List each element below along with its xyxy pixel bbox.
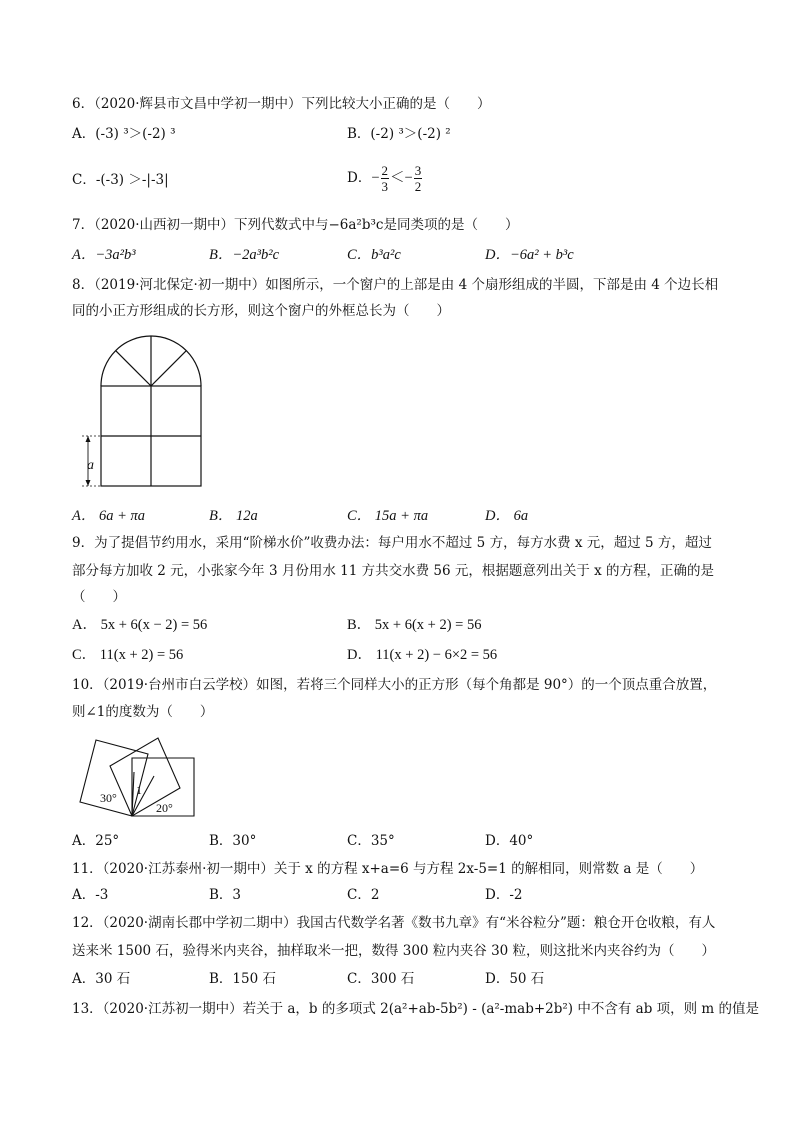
q8-option-b: B． 12a — [209, 508, 258, 524]
q10-option-c: C．35° — [347, 833, 395, 849]
angle-label-1: 1 — [136, 783, 142, 797]
q6-d-den1: 3 — [381, 179, 389, 195]
q12-stem-line2: 送来米 1500 石，验得米内夹谷，抽样取米一把，数得 300 粒内夹谷 30 粒，则这批米内夹谷约为（ ） — [72, 943, 716, 959]
q11-stem: 11．（2020·江苏泰州·初一期中）关于 x 的方程 x+a=6 与方程 2x-5=1 的解相同，则常数 a 是（ ） — [72, 861, 704, 877]
q6-d-den2: 2 — [414, 179, 422, 195]
q9-option-a: A． 5x + 6(x − 2) = 56 — [72, 617, 208, 633]
angle-label-30: 30° — [100, 791, 117, 805]
q10-stem-line2: 则∠1的度数为（ ） — [72, 704, 214, 720]
q6-option-c: C．-(-3) ＞-|-3| — [72, 172, 169, 188]
q9-option-c: C． 11(x + 2) = 56 — [72, 647, 184, 663]
arch-radius-right — [151, 351, 186, 386]
q12-option-c: C．300 石 — [347, 971, 415, 987]
q6-d-minus: − — [371, 170, 380, 186]
q12-stem-line1: 12．（2020·湖南长郡中学初二期中）我国古代数学名著《数书九章》有“米谷粒分”题：粮仓开仓收粮，有人 — [72, 915, 716, 931]
q8-stem-line2: 同的小正方形组成的长方形，则这个窗户的外框总长为（ ） — [72, 303, 450, 319]
q6-d-less: ＜− — [390, 170, 413, 186]
q6-stem: 6．（2020·辉县市文昌中学初一期中）下列比较大小正确的是（ ） — [72, 96, 491, 112]
q11-option-b: B．3 — [209, 887, 242, 903]
q11-option-c: C．2 — [347, 887, 380, 903]
angle-label-20: 20° — [156, 801, 173, 815]
q9-stem-line3: （ ） — [72, 589, 126, 605]
q7-stem: 7．（2020·山西初一期中）下列代数式中与−6a²b³c是同类项的是（ ） — [72, 217, 519, 233]
q8-window-figure — [74, 334, 209, 494]
q12-option-d: D．50 石 — [485, 971, 545, 987]
q6-d-fraction-2 — [414, 163, 423, 194]
q7-option-b: B．−2a³b²c — [209, 247, 280, 263]
q8-option-d: D． 6a — [485, 508, 529, 524]
q7-option-a: A．−3a²b³ — [72, 247, 136, 263]
q9-stem-line1: 9．为了提倡节约用水，采用“阶梯水价”收费办法：每户用水不超过 5 方，每方水费 x 元，超过 5 方，超过 — [72, 535, 712, 551]
q9-option-b: B． 5x + 6(x + 2) = 56 — [347, 617, 482, 633]
q6-d-fraction-1 — [381, 163, 390, 194]
q10-squares-figure — [74, 732, 204, 822]
q8-option-a: A． 6a + πa — [72, 508, 146, 524]
q6-option-a: A．(-3) ³＞(-2) ³ — [72, 126, 176, 142]
q6-d-num2: 3 — [414, 163, 422, 179]
q6-option-d — [347, 158, 423, 198]
arch-radius-left — [116, 351, 151, 386]
dimension-arrowhead-top — [86, 436, 91, 442]
q6-d-label: D． — [347, 170, 372, 186]
q13-stem: 13．（2020·江苏初一期中）若关于 a，b 的多项式 2(a²+ab-5b²) - (a²-mab+2b²) 中不含有 ab 项，则 m 的值是 — [72, 1001, 760, 1017]
q7-option-c: C．b³a²c — [347, 247, 401, 263]
q10-option-a: A．25° — [72, 833, 120, 849]
q11-option-d: D．-2 — [485, 887, 523, 903]
q9-stem-line2: 部分每方加收 2 元，小张家今年 3 月份用水 11 方共交水费 56 元，根据题意列出关于 x 的方程，正确的是 — [72, 563, 715, 579]
q6-option-b: B．(-2) ³＞(-2) ² — [347, 126, 451, 142]
q12-option-a: A．30 石 — [72, 971, 131, 987]
q6-d-num1: 2 — [381, 163, 389, 179]
q8-stem-line1: 8．（2019·河北保定·初一期中）如图所示，一个窗户的上部是由 4 个扇形组成的半圆，下部是由 4 个边长相 — [72, 277, 719, 293]
q7-option-d: D．−6a² + b³c — [485, 247, 574, 263]
q11-option-a: A．-3 — [72, 887, 109, 903]
q10-option-b: B．30° — [209, 833, 257, 849]
q8-option-c: C． 15a + πa — [347, 508, 429, 524]
q10-stem-line1: 10．（2019·台州市白云学校）如图，若将三个同样大小的正方形（每个角都是 90°）的一个顶点重合放置， — [72, 677, 717, 693]
q12-option-b: B．150 石 — [209, 971, 276, 987]
q9-option-d: D． 11(x + 2) − 6×2 = 56 — [347, 647, 498, 663]
dimension-label-a: a — [87, 458, 94, 473]
dimension-arrowhead-bottom — [86, 480, 91, 486]
q10-option-d: D．40° — [485, 833, 534, 849]
